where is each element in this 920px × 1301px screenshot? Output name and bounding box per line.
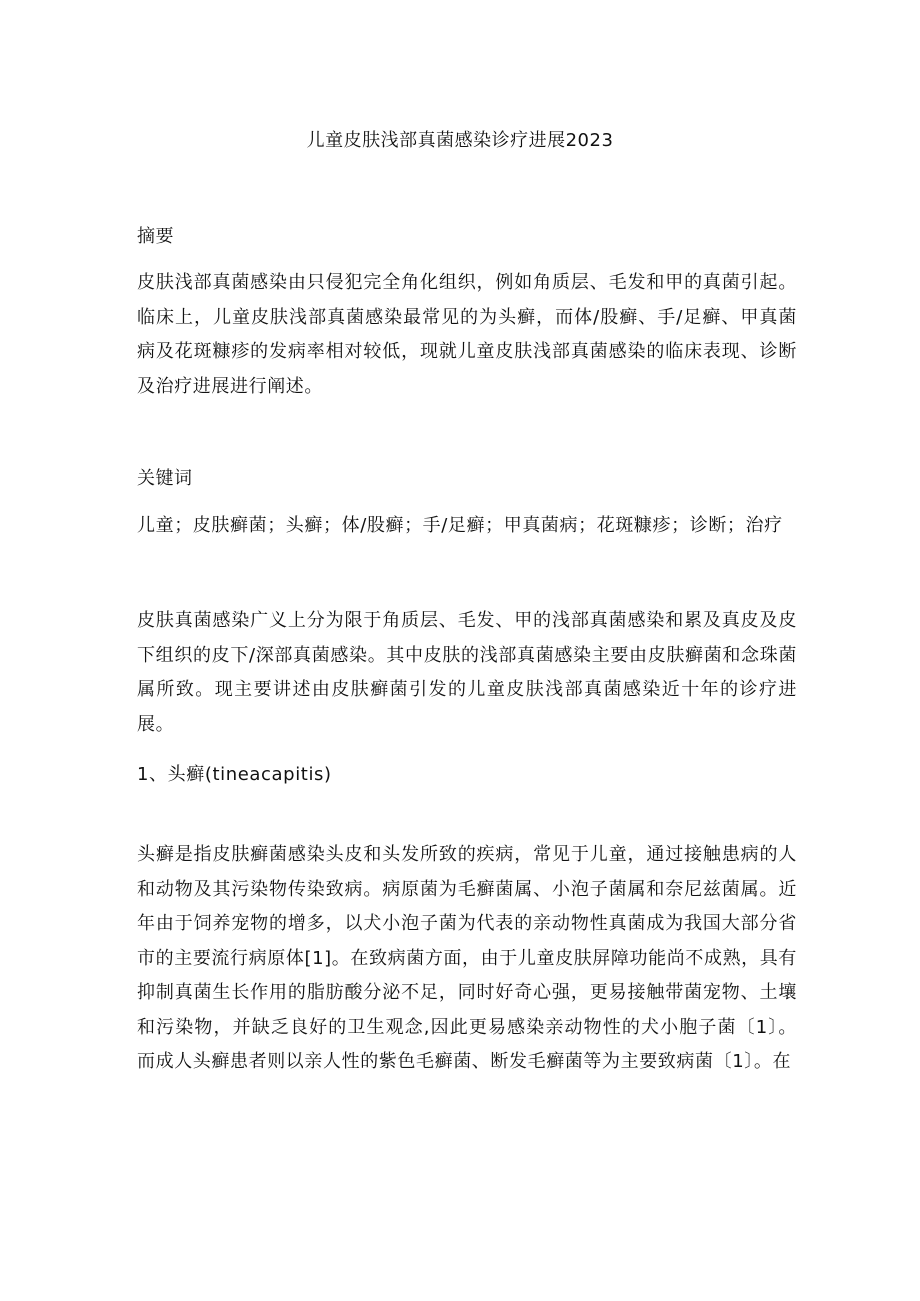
tinea-capitis-paragraph: 头癣是指皮肤癣菌感染头皮和头发所致的疾病，常见于儿童，通过接触患病的人和动物及其污染物传染致病。病原菌为毛癣菌属、小泡子菌属和奈尼兹菌属。近年由于饲养宠物的增多，以犬小泡子菌为代表的亲动物性真菌成为我国大部分省市的主要流行病原体[1]。在致病菌方面，由于儿童皮肤屏障功能尚不成熟，具有抑制真菌生长作用的脂肪酸分泌不足，同时好奇心强，更易接触带菌宠物、土壤和污染物，并缺乏良好的卫生观念,因此更易感染亲动物性的犬小胞子菌〔1〕。而成人头癣患者则以亲人性的紫色毛癣菌、断发毛癣菌等为主要致病菌〔1〕。在 [137, 844, 797, 1072]
document-title: 儿童皮肤浅部真菌感染诊疗进展2023 [306, 130, 614, 151]
section-heading-tinea-capitis: 1、头癣(tineacapitis) [137, 764, 332, 785]
abstract-paragraph: 皮肤浅部真菌感染由只侵犯完全角化组织，例如角质层、毛发和甲的真菌引起。临床上，儿童皮肤浅部真菌感染最常见的为头癣，而体/股癣、手/足癣、甲真菌病及花斑糠疹的发病率相对较低，现就儿童皮肤浅部真菌感染的临床表现、诊断及治疗进展进行阐述。 [137, 272, 797, 397]
keywords-heading: 关键词 [137, 468, 193, 489]
keywords-text: 儿童；皮肤癣菌；头癣；体/股癣；手/足癣；甲真菌病；花斑糠疹；诊断；治疗 [137, 515, 783, 536]
abstract-heading: 摘要 [137, 226, 174, 247]
intro-paragraph: 皮肤真菌感染广义上分为限于角质层、毛发、甲的浅部真菌感染和累及真皮及皮下组织的皮下/深部真菌感染。其中皮肤的浅部真菌感染主要由皮肤癣菌和念珠菌属所致。现主要讲述由皮肤癣菌引发的儿童皮肤浅部真菌感染近十年的诊疗进展。 [137, 610, 797, 735]
